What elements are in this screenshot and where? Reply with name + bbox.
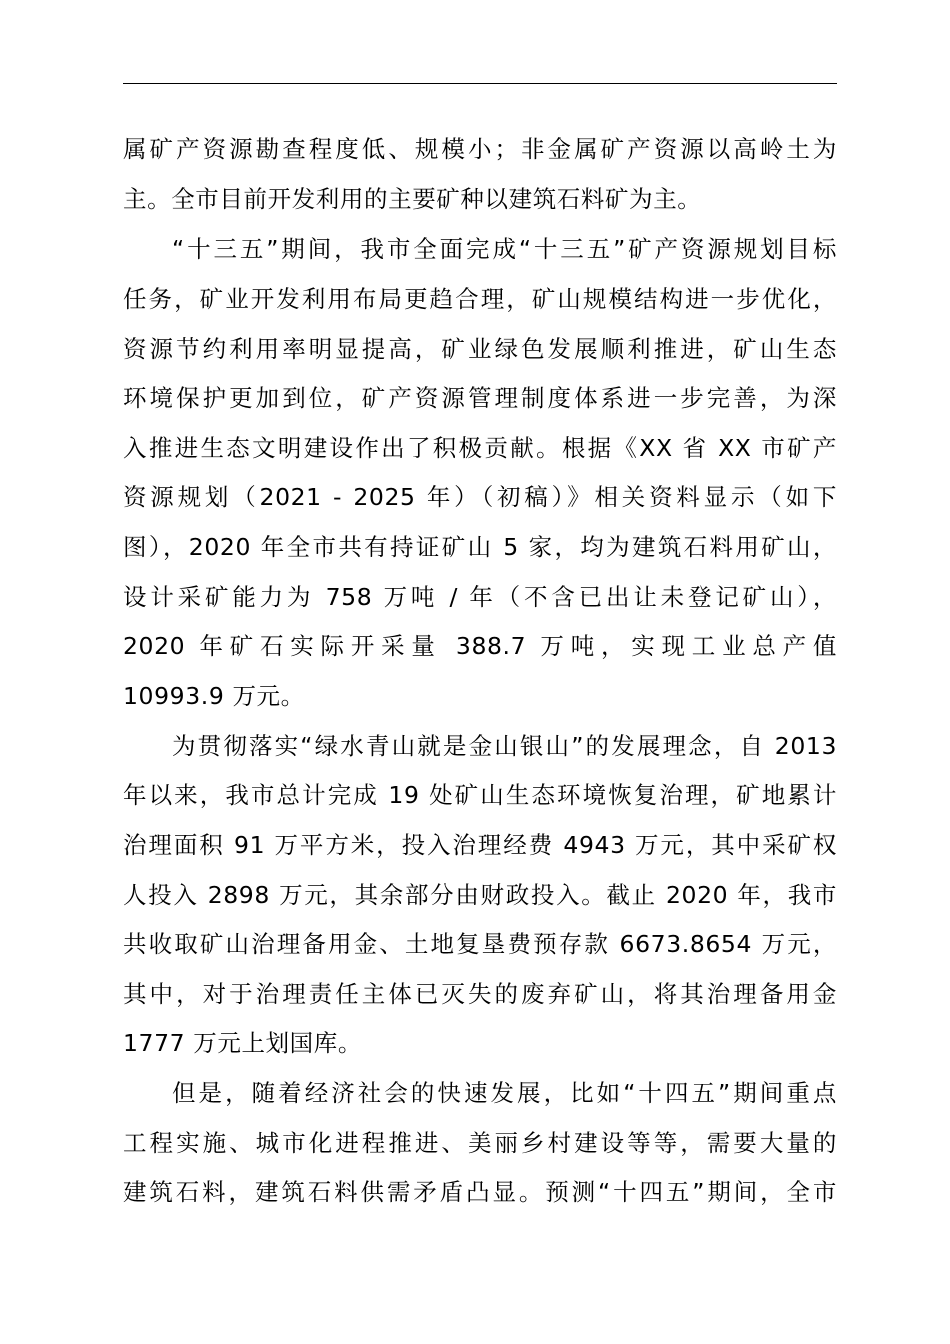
text-line: 人投入 2898 万元，其余部分由财政投入。截止 2020 年，我市 (123, 881, 837, 909)
text-line: 年以来，我市总计完成 19 处矿山生态环境恢复治理，矿地累计 (123, 781, 837, 809)
text-line: 任务，矿业开发利用布局更趋合理，矿山规模结构进一步优化， (123, 285, 837, 313)
text-line: 入推进生态文明建设作出了积极贡献。根据《XX 省 XX 市矿产 (123, 434, 837, 462)
paragraph-start-line: 但是，随着经济社会的快速发展，比如“十四五”期间重点 (172, 1079, 837, 1107)
text-line: 其中，对于治理责任主体已灭失的废弃矿山，将其治理备用金 (123, 980, 837, 1008)
text-line: 设计采矿能力为 758 万吨 / 年（不含已出让未登记矿山）， (123, 583, 837, 611)
paragraph-start-line: 为贯彻落实“绿水青山就是金山银山”的发展理念，自 2013 (172, 732, 837, 760)
text-line: 建筑石料，建筑石料供需矛盾凸显。预测“十四五”期间，全市 (123, 1178, 837, 1206)
text-line: 图），2020 年全市共有持证矿山 5 家，均为建筑石料用矿山， (123, 533, 837, 561)
header-rule (123, 83, 837, 84)
paragraph-start-line: “十三五”期间，我市全面完成“十三五”矿产资源规划目标 (172, 235, 837, 263)
text-line: 共收取矿山治理备用金、土地复垦费预存款 6673.8654 万元， (123, 930, 837, 958)
text-line: 1777 万元上划国库。 (123, 1029, 362, 1057)
text-line: 环境保护更加到位，矿产资源管理制度体系进一步完善，为深 (123, 384, 837, 412)
text-line: 资源规划（2021 - 2025 年）（初稿）》相关资料显示（如下 (123, 483, 837, 511)
text-line: 治理面积 91 万平方米，投入治理经费 4943 万元，其中采矿权 (123, 831, 837, 859)
text-line: 属矿产资源勘查程度低、规模小；非金属矿产资源以高岭土为 (123, 135, 837, 163)
text-line: 工程实施、城市化进程推进、美丽乡村建设等等，需要大量的 (123, 1129, 837, 1157)
text-line: 2020 年矿石实际开采量 388.7 万吨，实现工业总产值 (123, 632, 837, 660)
text-line: 资源节约利用率明显提高，矿业绿色发展顺利推进，矿山生态 (123, 335, 837, 363)
text-line: 10993.9 万元。 (123, 682, 305, 710)
text-line: 主。全市目前开发利用的主要矿种以建筑石料矿为主。 (123, 185, 702, 213)
